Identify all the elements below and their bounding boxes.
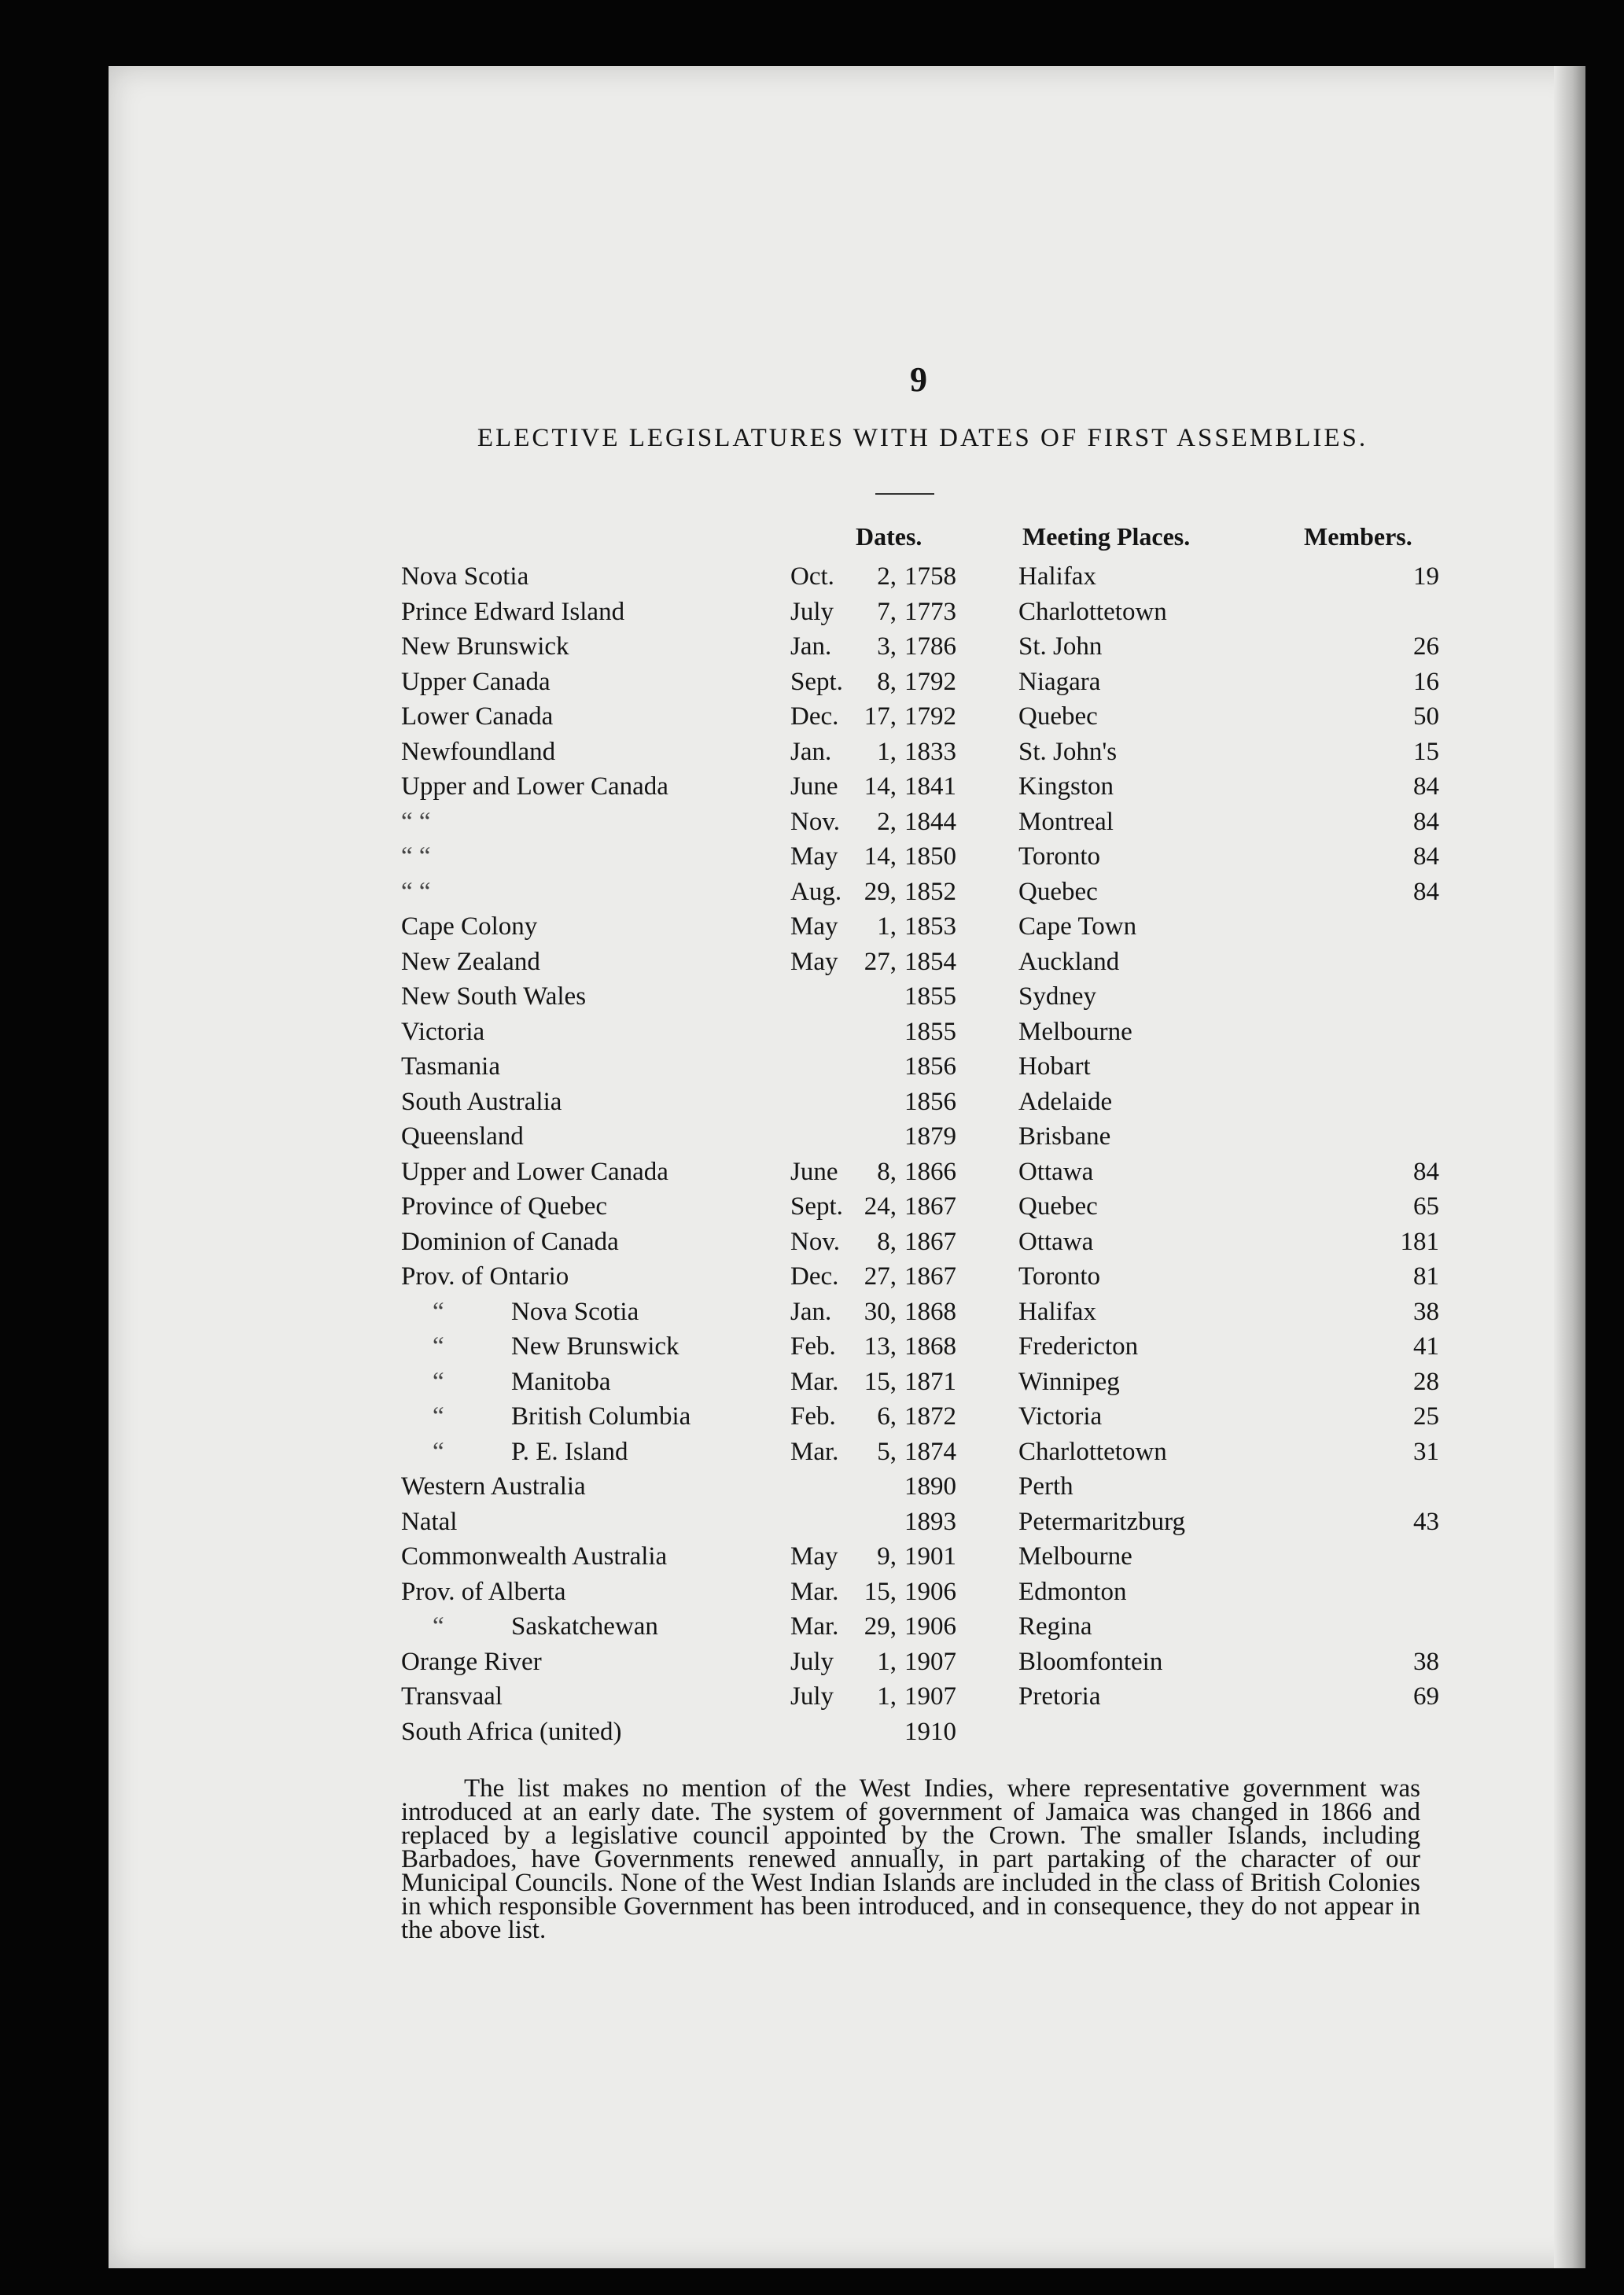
date-year: 1907: [904, 1647, 956, 1676]
date-month: Mar.: [790, 1437, 839, 1466]
date-year: 1906: [904, 1612, 956, 1641]
date-year: 1868: [904, 1297, 956, 1326]
date-year: 1758: [904, 562, 956, 591]
legislature-name: Province of Quebec: [401, 1192, 608, 1221]
ditto-mark: “: [433, 1367, 444, 1396]
members-count: 38: [1413, 1647, 1439, 1676]
date-year: 1890: [904, 1472, 956, 1501]
meeting-place: St. John's: [1018, 737, 1118, 766]
ditto-mark: “: [433, 1332, 444, 1361]
date-month: Dec.: [790, 702, 839, 731]
members-count: 26: [1413, 632, 1439, 661]
date-year: 1907: [904, 1682, 956, 1711]
meeting-place: Charlottetown: [1018, 1437, 1167, 1466]
date-month: Jan.: [790, 737, 832, 766]
date-day: 8,: [877, 1227, 897, 1256]
legislature-name: Nova Scotia: [401, 562, 529, 591]
meeting-place: Montreal: [1018, 807, 1114, 836]
legislature-name: New Brunswick: [511, 1332, 679, 1361]
meeting-place: Hobart: [1018, 1052, 1091, 1081]
meeting-place: Fredericton: [1018, 1332, 1139, 1361]
date-year: 1867: [904, 1192, 956, 1221]
date-day: 8,: [877, 1157, 897, 1186]
legislature-name: Orange River: [401, 1647, 542, 1676]
legislature-name: Nova Scotia: [511, 1297, 639, 1326]
date-day: 2,: [877, 807, 897, 836]
legislature-name: Cape Colony: [401, 912, 538, 941]
meeting-place: Quebec: [1018, 702, 1098, 731]
meeting-place: Winnipeg: [1018, 1367, 1120, 1396]
date-month: Mar.: [790, 1577, 839, 1606]
legislature-name: South Africa (united): [401, 1717, 622, 1746]
date-month: May: [790, 912, 838, 941]
date-day: 3,: [877, 632, 897, 661]
meeting-place: Brisbane: [1018, 1122, 1111, 1151]
date-year: 1856: [904, 1087, 956, 1116]
members-count: 25: [1413, 1402, 1439, 1431]
members-count: 15: [1413, 737, 1439, 766]
meeting-place: Ottawa: [1018, 1227, 1094, 1256]
date-month: Sept.: [790, 667, 843, 696]
meeting-place: Quebec: [1018, 1192, 1098, 1221]
members-count: 38: [1413, 1297, 1439, 1326]
date-year: 1872: [904, 1402, 956, 1431]
legislature-name: Natal: [401, 1507, 458, 1536]
meeting-place: Regina: [1018, 1612, 1092, 1641]
date-month: Mar.: [790, 1612, 839, 1641]
legislature-name: Upper Canada: [401, 667, 551, 696]
page-number: 9: [910, 360, 927, 399]
date-month: Feb.: [790, 1332, 836, 1361]
meeting-place: Charlottetown: [1018, 597, 1167, 626]
date-month: Aug.: [790, 877, 842, 906]
date-year: 1866: [904, 1157, 956, 1186]
date-day: 27,: [864, 947, 897, 976]
members-count: 84: [1413, 772, 1439, 801]
legislature-name: “ “: [401, 807, 431, 836]
date-month: July: [790, 1647, 834, 1676]
date-year: 1841: [904, 772, 956, 801]
date-day: 27,: [864, 1262, 897, 1291]
ditto-mark: “: [433, 1612, 444, 1641]
date-month: May: [790, 1542, 838, 1571]
members-count: 65: [1413, 1192, 1439, 1221]
date-day: 15,: [864, 1367, 897, 1396]
legislature-name: New South Wales: [401, 982, 587, 1011]
date-month: Sept.: [790, 1192, 843, 1221]
legislature-name: British Columbia: [511, 1402, 691, 1431]
meeting-place: Melbourne: [1018, 1017, 1132, 1046]
legislature-name: Dominion of Canada: [401, 1227, 619, 1256]
heading-rule: [875, 493, 934, 495]
column-header-members: Members.: [1304, 522, 1412, 551]
meeting-place: Kingston: [1018, 772, 1114, 801]
legislature-name: Transvaal: [401, 1682, 503, 1711]
legislature-name: Prov. of Ontario: [401, 1262, 569, 1291]
ditto-mark: “: [433, 1437, 444, 1466]
date-day: 1,: [877, 912, 897, 941]
legislature-name: Saskatchewan: [511, 1612, 658, 1641]
date-year: 1879: [904, 1122, 956, 1151]
legislature-name: P. E. Island: [511, 1437, 628, 1466]
meeting-place: Pretoria: [1018, 1682, 1101, 1711]
meeting-place: Quebec: [1018, 877, 1098, 906]
meeting-place: Halifax: [1018, 562, 1096, 591]
legislature-name: Manitoba: [511, 1367, 611, 1396]
members-count: 181: [1400, 1227, 1439, 1256]
date-year: 1854: [904, 947, 956, 976]
date-day: 14,: [864, 842, 897, 871]
meeting-place: St. John: [1018, 632, 1103, 661]
date-day: 17,: [864, 702, 897, 731]
members-count: 69: [1413, 1682, 1439, 1711]
date-year: 1856: [904, 1052, 956, 1081]
members-count: 84: [1413, 1157, 1439, 1186]
column-header-dates: Dates.: [856, 522, 922, 551]
date-year: 1893: [904, 1507, 956, 1536]
date-year: 1867: [904, 1262, 956, 1291]
date-day: 1,: [877, 1647, 897, 1676]
date-month: Mar.: [790, 1367, 839, 1396]
date-day: 15,: [864, 1577, 897, 1606]
legislature-name: “ “: [401, 877, 431, 906]
date-month: Nov.: [790, 1227, 840, 1256]
meeting-place: Cape Town: [1018, 912, 1137, 941]
meeting-place: Adelaide: [1018, 1087, 1113, 1116]
date-month: June: [790, 772, 838, 801]
members-count: 31: [1413, 1437, 1439, 1466]
members-count: 50: [1413, 702, 1439, 731]
date-day: 2,: [877, 562, 897, 591]
date-year: 1773: [904, 597, 956, 626]
members-count: 16: [1413, 667, 1439, 696]
meeting-place: Perth: [1018, 1472, 1073, 1501]
date-day: 5,: [877, 1437, 897, 1466]
members-count: 19: [1413, 562, 1439, 591]
date-year: 1833: [904, 737, 956, 766]
date-month: Oct.: [790, 562, 834, 591]
date-year: 1792: [904, 702, 956, 731]
members-count: 41: [1413, 1332, 1439, 1361]
date-day: 14,: [864, 772, 897, 801]
date-day: 8,: [877, 667, 897, 696]
meeting-place: Auckland: [1018, 947, 1120, 976]
legislature-name: Prince Edward Island: [401, 597, 625, 626]
date-day: 30,: [864, 1297, 897, 1326]
page-heading: ELECTIVE LEGISLATURES WITH DATES OF FIRST ASSEMBLIES.: [477, 424, 1368, 452]
legislature-name: Tasmania: [401, 1052, 500, 1081]
ditto-mark: “: [433, 1402, 444, 1431]
date-month: June: [790, 1157, 838, 1186]
document-page: [109, 66, 1585, 2268]
legislature-name: New Brunswick: [401, 632, 569, 661]
legislature-name: Western Australia: [401, 1472, 586, 1501]
date-year: 1855: [904, 1017, 956, 1046]
legislature-name: South Australia: [401, 1087, 562, 1116]
date-month: July: [790, 1682, 834, 1711]
column-header-meeting-places: Meeting Places.: [1022, 522, 1191, 551]
date-month: Jan.: [790, 1297, 832, 1326]
meeting-place: Petermaritzburg: [1018, 1507, 1185, 1536]
date-day: 7,: [877, 597, 897, 626]
legislature-name: Newfoundland: [401, 737, 556, 766]
members-count: 28: [1413, 1367, 1439, 1396]
date-year: 1910: [904, 1717, 956, 1746]
ditto-mark: “: [433, 1297, 444, 1326]
date-day: 1,: [877, 737, 897, 766]
meeting-place: Toronto: [1018, 842, 1101, 871]
meeting-place: Edmonton: [1018, 1577, 1127, 1606]
footnote-paragraph: The list makes no mention of the West Indies, where representative government was introduced at an early date. The system of government of Jamaica was changed in 1866 and replaced by a legislative council appointed by the Crown. The smaller Islands, including Barbadoes, have Governments renewed annually, in part partaking of the character of our Municipal Councils. None of the West Indian Islands are included in the class of British Colonies in which responsible Government has been introduced, and in consequence, they do not appear in the above list.: [401, 1774, 1420, 1944]
members-count: 43: [1413, 1507, 1439, 1536]
members-count: 81: [1413, 1262, 1439, 1291]
date-year: 1871: [904, 1367, 956, 1396]
members-count: 84: [1413, 842, 1439, 871]
legislature-name: Commonwealth Australia: [401, 1542, 668, 1571]
legislature-name: “ “: [401, 842, 431, 871]
date-year: 1874: [904, 1437, 956, 1466]
meeting-place: Victoria: [1018, 1402, 1103, 1431]
meeting-place: Niagara: [1018, 667, 1101, 696]
legislature-name: Prov. of Alberta: [401, 1577, 566, 1606]
date-month: May: [790, 842, 838, 871]
date-year: 1867: [904, 1227, 956, 1256]
date-month: Feb.: [790, 1402, 836, 1431]
legislature-name: Queensland: [401, 1122, 524, 1151]
date-year: 1906: [904, 1577, 956, 1606]
date-year: 1852: [904, 877, 956, 906]
meeting-place: Halifax: [1018, 1297, 1096, 1326]
legislature-name: Victoria: [401, 1017, 485, 1046]
date-day: 24,: [864, 1192, 897, 1221]
date-year: 1786: [904, 632, 956, 661]
meeting-place: Melbourne: [1018, 1542, 1132, 1571]
date-year: 1850: [904, 842, 956, 871]
meeting-place: Ottawa: [1018, 1157, 1094, 1186]
date-year: 1792: [904, 667, 956, 696]
date-year: 1855: [904, 982, 956, 1011]
date-day: 29,: [864, 1612, 897, 1641]
date-day: 29,: [864, 877, 897, 906]
date-month: Dec.: [790, 1262, 839, 1291]
legislature-name: Upper and Lower Canada: [401, 772, 668, 801]
date-month: May: [790, 947, 838, 976]
date-year: 1844: [904, 807, 956, 836]
date-year: 1853: [904, 912, 956, 941]
meeting-place: Bloomfontein: [1018, 1647, 1163, 1676]
date-day: 9,: [877, 1542, 897, 1571]
date-day: 6,: [877, 1402, 897, 1431]
date-day: 1,: [877, 1682, 897, 1711]
legislature-name: New Zealand: [401, 947, 540, 976]
date-month: Jan.: [790, 632, 832, 661]
legislature-name: Upper and Lower Canada: [401, 1157, 668, 1186]
meeting-place: Toronto: [1018, 1262, 1101, 1291]
legislature-name: Lower Canada: [401, 702, 554, 731]
meeting-place: Sydney: [1018, 982, 1096, 1011]
date-year: 1901: [904, 1542, 956, 1571]
members-count: 84: [1413, 877, 1439, 906]
date-year: 1868: [904, 1332, 956, 1361]
date-day: 13,: [864, 1332, 897, 1361]
date-month: Nov.: [790, 807, 840, 836]
date-month: July: [790, 597, 834, 626]
members-count: 84: [1413, 807, 1439, 836]
